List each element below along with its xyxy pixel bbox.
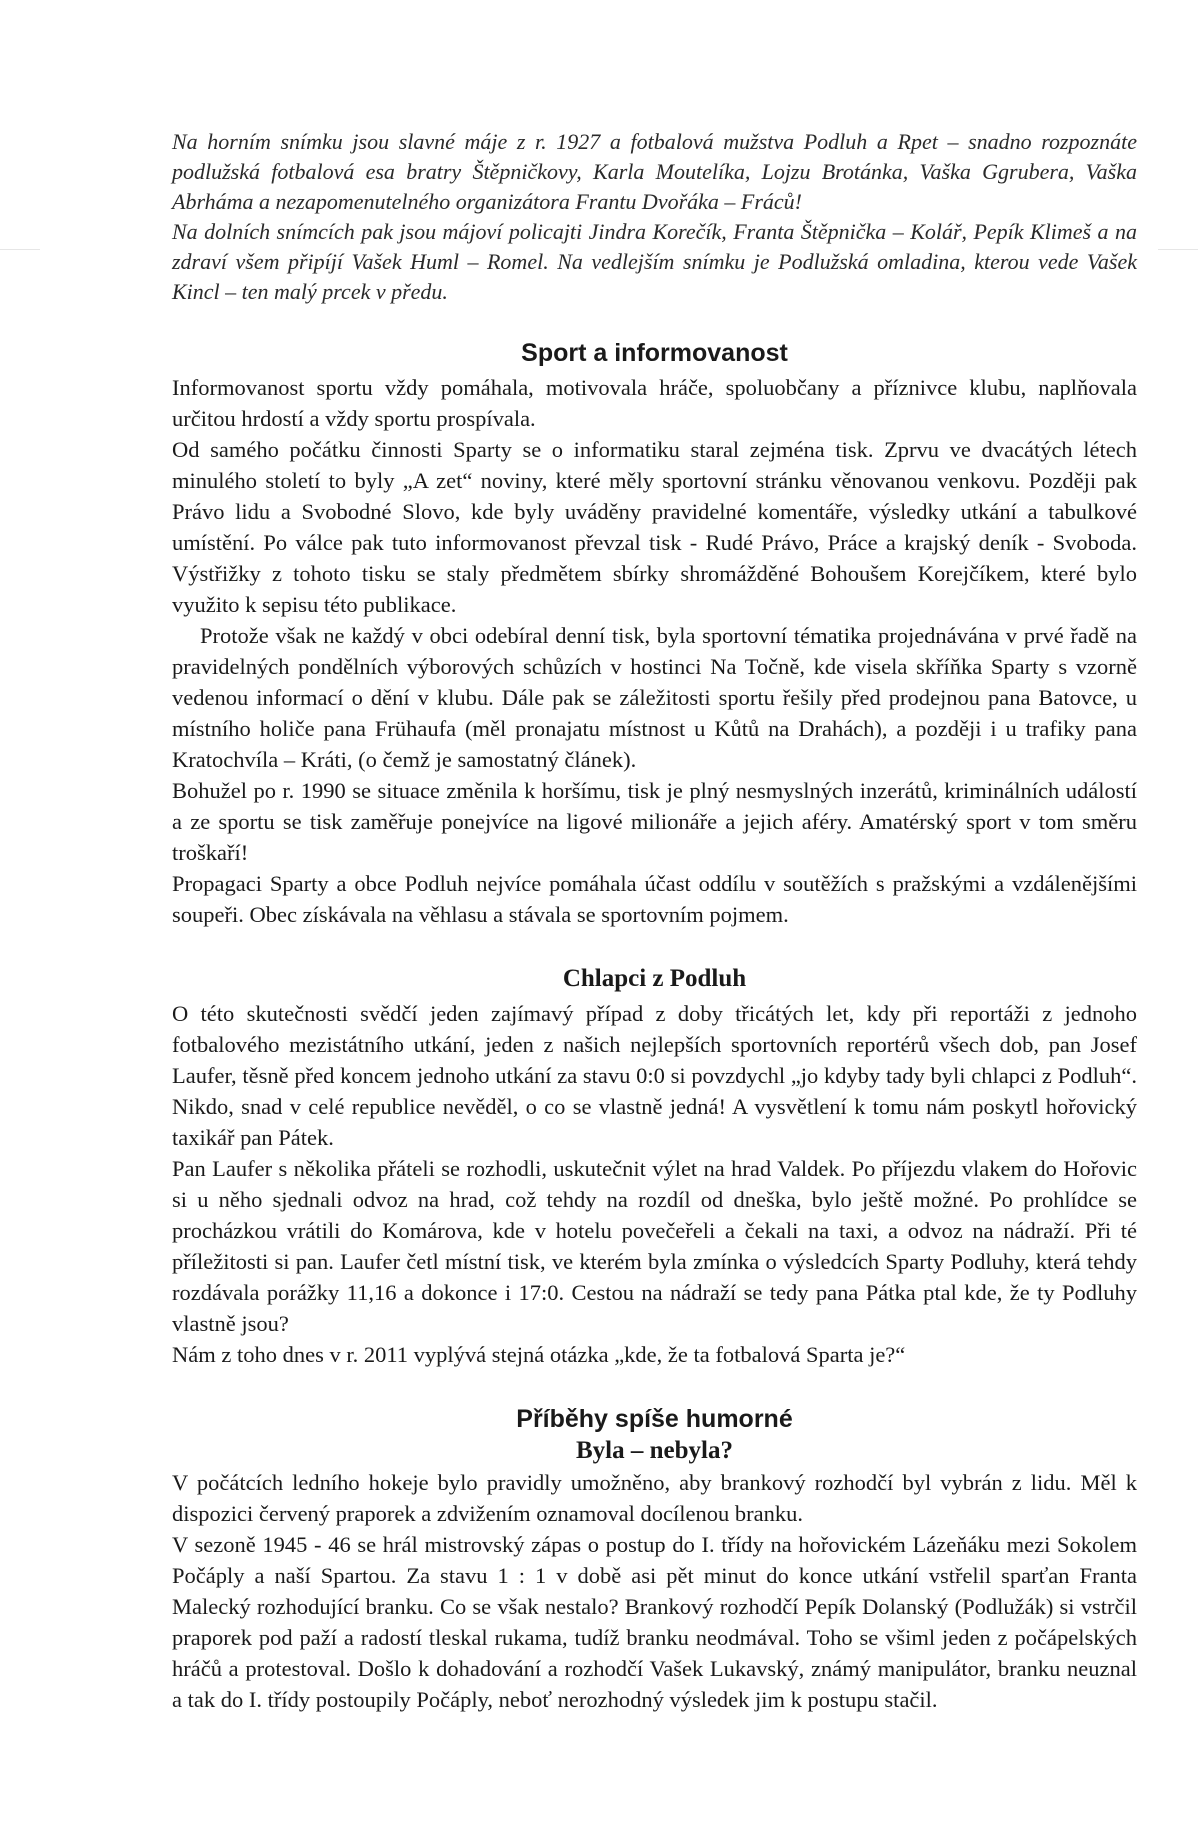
section-heading-chlapci: Chlapci z Podluh <box>562 965 747 992</box>
paragraph: Bohužel po r. 1990 se situace změnila k horšímu, tisk je plný nesmyslných inzerátů, kriminálních událostí a ze sportu se tisk zaměřuje ponejvíce na ligové milionáře a jejich aféry. Amatérský sport v tom směru troškaří! <box>172 778 1137 865</box>
paragraph: Pan Laufer s několika přáteli se rozhodli, uskutečnit výlet na hrad Valdek. Po příjezdu vlakem do Hořovic si u něho sjednali odvoz na hrad, což tehdy na rozdíl od dneška, bylo ještě možné. Po prohlídce se procházkou vrátili do Komárova, kde v hotelu povečeřeli a čekali na taxi, a odvoz na nádraží. Při té příležitosti si pan. Laufer četl místní tisk, ve kterém byla zmínka o výsledcích Sparty Podluhy, která tehdy rozdávala porážky 11,16 a dokonce i 17:0. Cestou na nádraží se tedy pana Pátka ptal kde, že ty Podluhy vlastně jsou? <box>172 1156 1137 1336</box>
paragraph: V počátcích ledního hokeje bylo pravidly umožněno, aby brankový rozhodčí byl vybrán z lidu. Měl k dispozici červený praporek a zdvižením oznamoval docílenou branku. <box>172 1470 1137 1526</box>
paragraph: O této skutečnosti svědčí jeden zajímavý případ z doby třicátých let, kdy při reportáži z jednoho fotbalového mezistátního utkání, jeden z našich nejlepších sportovních reportérů všech dob, pan Josef Laufer, těsně před koncem jednoho utkání za stavu 0:0 si povzdychl „jo kdyby tady byli chlapci z Podluh“. Nikdo, snad v celé republice nevěděl, o co se vlastně jedná! A vysvětlení k tomu nám poskytl hořovický taxikář pan Pátek. <box>172 1001 1137 1150</box>
text-column <box>172 127 1137 1715</box>
photo-caption-bottom: Na dolních snímcích pak jsou májoví policajti Jindra Korečík, Franta Štěpnička – Kolář, Pepík Klimeš a na zdraví všem připíjí Vašek Huml – Romel. Na vedlejším snímku je Podlužská omladina, kterou vede Vašek Kincl – ten malý prcek v předu. <box>172 219 1137 304</box>
paragraph: Informovanost sportu vždy pomáhala, motivovala hráče, spoluobčany a příznivce klubu, naplňovala určitou hrdostí a vždy sportu prospívala. <box>172 375 1137 431</box>
photo-caption-top: Na horním snímku jsou slavné máje z r. 1927 a fotbalová mužstva Podluh a Rpet – snadno rozpoznáte podlužská fotbalová esa bratry Štěpničkovy, Karla Moutelíka, Lojzu Brotánka, Vaška Ggrubera, Vaška Abrháma a nezapomenutelného organizátora Frantu Dvořáka – Fráců! <box>172 129 1137 214</box>
scan-margin-line <box>0 249 40 250</box>
paragraph: Nám z toho dnes v r. 2011 vyplývá stejná otázka „kde, že ta fotbalová Sparta je?“ <box>172 1342 906 1367</box>
subheading-byla-nebyla: Byla – nebyla? <box>576 1437 733 1464</box>
paragraph: Propagaci Sparty a obce Podluh nejvíce pomáhala účast oddílu v soutěžích s pražskými a vzdálenějšími soupeři. Obec získávala na věhlasu a stávala se sportovním pojmem. <box>172 871 1137 927</box>
paragraph: Protože však ne každý v obci odebíral denní tisk, byla sportovní tématika projednávána v prvé řadě na pravidelných pondělních výborových schůzích v hostinci Na Točně, kde visela skříňka Sparty s vzorně vedenou informací o dění v klubu. Dále pak se záležitosti sportu řešily před prodejnou pana Batovce, u místního holiče pana Frühaufa (měl pronajatu místnost u Kůtů na Drahách), a později i u trafiky pana Kratochvíla – Kráti, (o čemž je samostatný článek). <box>172 623 1137 772</box>
scan-margin-line <box>1158 249 1198 250</box>
section-heading-sport: Sport a informovanost <box>521 339 788 367</box>
section-heading-pribehy: Příběhy spíše humorné <box>516 1405 793 1433</box>
paragraph: Od samého počátku činnosti Sparty se o informatiku staral zejména tisk. Zprvu ve dvacátých létech minulého století to byly „A zet“ noviny, které měly sportovní stránku věnovanou venkovu. Později pak Právo lidu a Svobodné Slovo, kde byly uváděny pravidelné komentáře, výsledky utkání a tabulkové umístění. Po válce pak tuto informovanost převzal tisk - Rudé Právo, Práce a krajský deník - Svoboda. Výstřižky z tohoto tisku se staly předmětem sbírky shromážděné Bohoušem Korejčíkem, které bylo využito k sepisu této publikace. <box>172 437 1137 617</box>
paragraph: V sezoně 1945 - 46 se hrál mistrovský zápas o postup do I. třídy na hořovickém Lázeňáku mezi Sokolem Počáply a naší Spartou. Za stavu 1 : 1 v době asi pět minut do konce utkání vstřelil sparťan Franta Malecký rozhodující branku. Co se však nestalo? Brankový rozhodčí Pepík Dolanský (Podlužák) si vstrčil praporek pod paží a radostí tleskal rukama, tudíž branku neodmával. Toho se všiml jeden z počápelských hráčů a protestoval. Došlo k dohadování a rozhodčí Vašek Lukavský, známý manipulátor, branku neuznal a tak do I. třídy postoupily Počáply, neboť nerozhodný výsledek jim k postupu stačil. <box>172 1532 1137 1712</box>
